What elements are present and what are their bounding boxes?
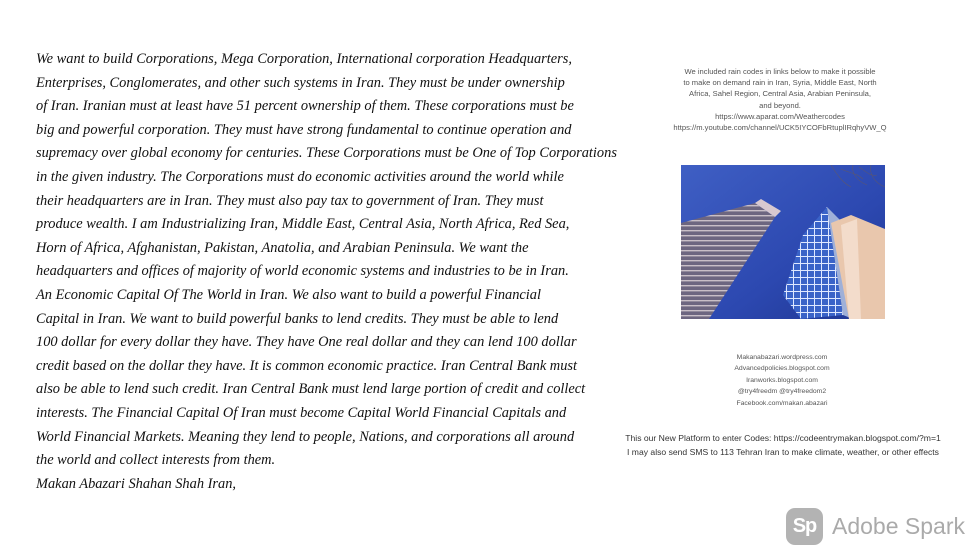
- brand-name: Adobe Spark: [832, 512, 965, 539]
- aparat-link[interactable]: https://www.aparat.com/Weathercodes: [715, 111, 845, 121]
- article-line: Capital in Iran. We want to build powerful banks to lend credits. They must be able to lend: [36, 310, 559, 327]
- rain-codes-note: [660, 66, 900, 133]
- skyscrapers-photo: [681, 165, 885, 319]
- main-article-text: [36, 48, 636, 496]
- contact-links: [697, 352, 867, 409]
- article-line: credit based on the dollar they have. It is common economic practice. Iran Central Bank must: [36, 357, 577, 374]
- article-line: big and powerful corporation. They must have strong fundamental to continue operation and: [36, 121, 572, 138]
- note-line: to make on demand rain in Iran, Syria, Middle East, North: [683, 78, 877, 88]
- note-line: Africa, Sahel Region, Central Asia, Arabian Peninsula,: [689, 89, 871, 99]
- youtube-link[interactable]: https://m.youtube.com/channel/UCK5IYCOFbRtuplIRqhyVW_Q: [673, 123, 887, 133]
- spark-logo-icon: Sp: [786, 508, 823, 545]
- advancedpolicies-link[interactable]: Advancedpolicies.blogspot.com: [734, 365, 830, 373]
- platform-link-line[interactable]: This our New Platform to enter Codes: https://codeentrymakan.blogspot.com/?m=1: [625, 433, 941, 443]
- article-line: We want to build Corporations, Mega Corporation, International corporation Headquarters,: [36, 51, 572, 67]
- article-line: World Financial Markets. Meaning they lend to people, Nations, and corporations all around: [36, 428, 575, 445]
- article-line: interests. The Financial Capital Of Iran must become Capital World Financial Capitals and: [36, 404, 567, 421]
- wordpress-link[interactable]: Makanabazari.wordpress.com: [736, 354, 828, 361]
- article-line: Enterprises, Conglomerates, and other such systems in Iran. They must be under ownership: [36, 74, 565, 91]
- article-line: headquarters and offices of majority of world economic systems and industries to be in Iran.: [36, 263, 569, 280]
- note-line: We included rain codes in links below to make it possible: [684, 67, 876, 76]
- facebook-link[interactable]: Facebook.com/makan.abazari: [736, 399, 828, 407]
- article-line: their headquarters are in Iran. They must also pay tax to government of Iran. They must: [36, 192, 544, 209]
- article-line: of Iran. Iranian must at least have 51 percent ownership of them. These corporations must be: [36, 98, 574, 115]
- article-line: produce wealth. I am Industrializing Iran, Middle East, Central Asia, North Africa, Red Sea,: [36, 216, 570, 233]
- platform-note: [620, 431, 946, 459]
- article-line: also be able to lend such credit. Iran Central Bank must lend large portion of credit and collect: [36, 381, 586, 398]
- article-line: in the given industry. The Corporations must do economic activities around the world while: [36, 168, 564, 185]
- article-signature: Makan Abazari Shahan Shah Iran,: [36, 475, 237, 492]
- adobe-spark-watermark: [786, 507, 965, 545]
- article-line: the world and collect interests from them.: [36, 452, 276, 469]
- sms-note-line: I may also send SMS to 113 Tehran Iran to make climate, weather, or other effects: [627, 447, 939, 457]
- note-line: and beyond.: [759, 100, 801, 110]
- article-line: 100 dollar for every dollar they have. They have One real dollar and they can lend 100 dollar: [36, 334, 577, 351]
- article-line: An Economic Capital Of The World in Iran. We also want to build a powerful Financial: [36, 286, 541, 303]
- article-line: supremacy over global economy for centuries. These Corporations must be One of Top Corporations: [36, 145, 617, 162]
- twitter-handles[interactable]: @try4freedm @try4freedom2: [737, 388, 827, 396]
- iranworks-link[interactable]: Iranworks.blogspot.com: [746, 376, 818, 384]
- article-line: Horn of Africa, Afghanistan, Pakistan, Anatolia, and Arabian Peninsula. We want the: [36, 239, 529, 256]
